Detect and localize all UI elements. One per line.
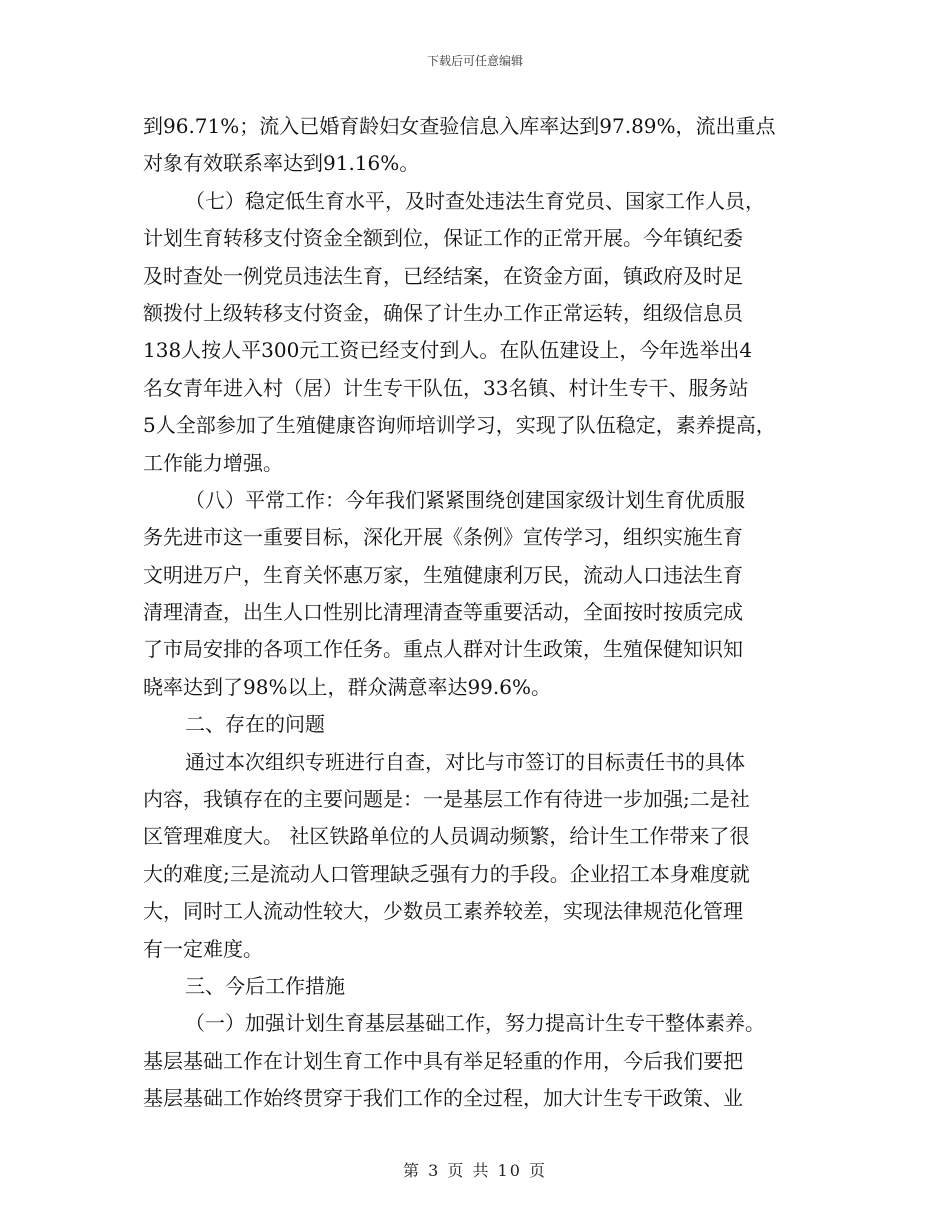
text-line: 通过本次组织专班进行自查，对比与市签订的目标责任书的具体 [185, 749, 745, 774]
document-body [143, 108, 833, 1118]
text-line: 及时查处一例党员违法生育，已经结案，在资金方面，镇政府及时足 [143, 263, 743, 288]
text-line: 对象有效联系率达到91.16%。 [143, 151, 420, 176]
text-line: 清理清查，出生人口性别比清理清查等重要活动，全面按时按质完成 [143, 600, 743, 625]
text-line: 基层基础工作在计划生育工作中具有举足轻重的作用，今后我们要把 [143, 1048, 743, 1073]
text-line: 务先进市这一重要目标，深化开展《条例》宣传学习，组织实施生育 [143, 525, 743, 550]
text-line: 晓率达到了98%以上，群众满意率达99.6%。 [143, 674, 551, 699]
text-line: 5人全部参加了生殖健康咨询师培训学习，实现了队伍稳定，素养提高， [143, 413, 776, 438]
text-line: 大，同时工人流动性较大，少数员工素养较差，实现法律规范化管理 [143, 899, 743, 924]
section-heading: 三、今后工作措施 [185, 973, 345, 998]
text-line: 到96.71%；流入已婚育龄妇女查验信息入库率达到97.89%，流出重点 [143, 114, 776, 138]
text-line: 基层基础工作始终贯穿于我们工作的全过程，加大计生专干政策、业 [143, 1086, 743, 1111]
page-header: 下载后可任意编辑 [426, 54, 523, 68]
text-line: 有一定难度。 [143, 936, 263, 961]
section-heading: 二、存在的问题 [185, 712, 325, 737]
text-line: 额拨付上级转移支付资金，确保了计生办工作正常运转，组级信息员 [143, 300, 743, 325]
text-line: 区管理难度大。 社区铁路单位的人员调动频繁，给计生工作带来了很 [143, 824, 750, 849]
text-line: 大的难度;三是流动人口管理缺乏强有力的手段。企业招工本身难度就 [143, 861, 750, 886]
text-line: 内容，我镇存在的主要问题是：一是基层工作有待进一步加强;二是社 [143, 787, 750, 812]
text-line: 138人按人平300元工资已经支付到人。在队伍建设上，今年选举出4 [143, 338, 753, 363]
page-footer: 第 3 页 共 10 页 [403, 1161, 547, 1180]
text-line: 文明进万户，生育关怀惠万家，生殖健康利万民，流动人口违法生育 [143, 562, 743, 587]
text-line: 计划生育转移支付资金全额到位，保证工作的正常开展。今年镇纪委 [143, 226, 743, 251]
text-line: （一）加强计划生育基层基础工作，努力提高计生专干整体素养。 [185, 1011, 765, 1036]
text-line: （八）平常工作：今年我们紧紧围绕创建国家级计划生育优质服 [185, 487, 745, 512]
text-line: 名女青年进入村（居）计生专干队伍，33名镇、村计生专干、服务站 [143, 375, 749, 400]
text-line: 工作能力增强。 [143, 450, 283, 475]
text-line: 了市局安排的各项工作任务。重点人群对计生政策，生殖保健知识知 [143, 637, 743, 662]
text-line: （七）稳定低生育水平，及时查处违法生育党员、国家工作人员， [185, 188, 765, 213]
